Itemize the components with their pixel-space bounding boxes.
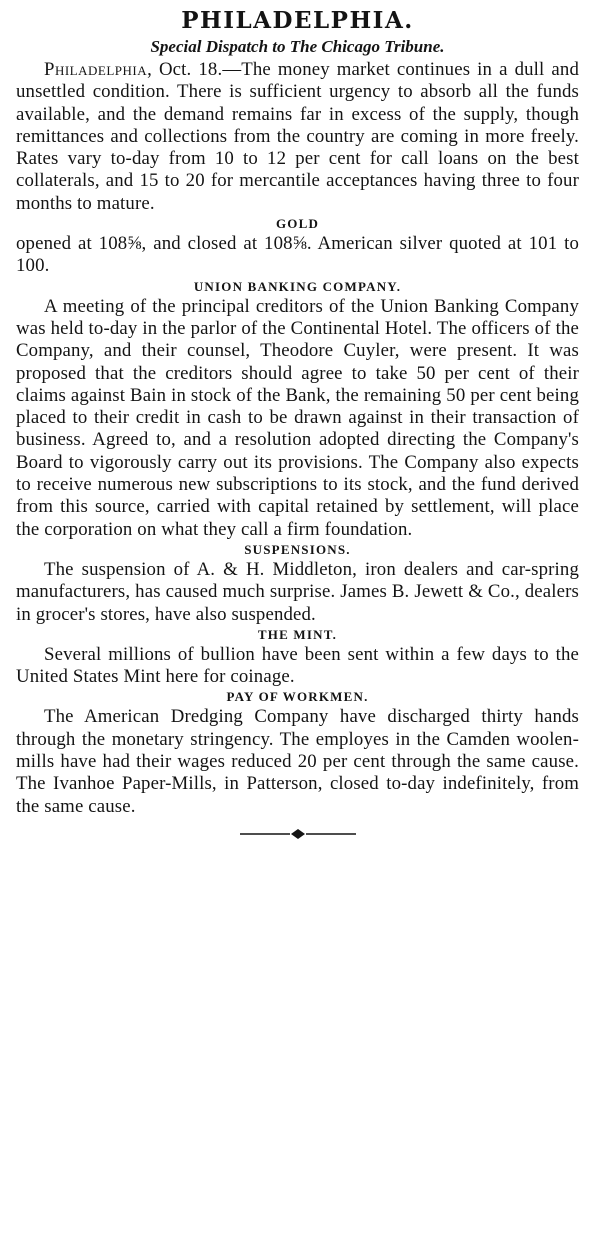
lead-text: , Oct. 18.—The money market continues in a dull and unsettled condition. There is sufficient urgency to absorb all the funds available, and the demand remains far in excess of the supply, though remittances and collections from the country are coming in more freely. Rates vary to-day from 10 to 12 per cent for call loans on the best collaterals, and 15 to 20 for mercantile acceptances having three to four months to mature. bbox=[16, 59, 579, 214]
suspensions-paragraph: The suspension of A. & H. Middleton, iron dealers and car-spring manufacturers, has caused much surprise. James B. Jewett & Co., dealers in grocer's stores, have also suspended. bbox=[16, 558, 579, 625]
end-ornament-rule bbox=[238, 828, 358, 840]
subhead-suspensions: SUSPENSIONS. bbox=[244, 541, 351, 557]
subhead-gold: GOLD bbox=[275, 216, 320, 232]
union-banking-paragraph: A meeting of the principal creditors of the Union Banking Company was held to-day in the parlor of the Continental Hotel. The officers of the Company, and their counsel, Theodore Cuyler, were present. It was proposed that the creditors should agree to take 50 per cent of their claims against Bain in stock of the Bank, the remaining 50 per cent being placed to their credit in cash to be drawn against in their transaction of business. Agreed to, and a resolution adopted directing the Company's Board to vigorously carry out its provisions. The Company also expects to receive numerous new subscriptions to its stock, and the fund derived from this source, carried with capital retained by settlement, will place the corporation on what they call a firm foundation. bbox=[16, 295, 579, 540]
subhead-mint: THE MINT. bbox=[257, 626, 338, 642]
lead-paragraph bbox=[16, 59, 579, 215]
lead-city: Philadelphia bbox=[44, 59, 148, 80]
newspaper-article bbox=[16, 6, 579, 840]
gold-paragraph: opened at 108⅝, and closed at 108⅝. American silver quoted at 101 to 100. bbox=[16, 233, 579, 277]
headline: PHILADELPHIA. bbox=[181, 7, 414, 34]
mint-paragraph: Several millions of bullion have been sent within a few days to the United States Mint here for coinage. bbox=[16, 643, 579, 688]
dateline: Special Dispatch to The Chicago Tribune. bbox=[150, 37, 445, 56]
subhead-pay-of-workmen: PAY OF WORKMEN. bbox=[226, 689, 369, 705]
pay-of-workmen-paragraph: The American Dredging Company have discharged thirty hands through the monetary stringency. The employes in the Camden woolen-mills have had their wages reduced 20 per cent through the same cause. The Ivanhoe Paper-Mills, in Patterson, closed to-day indefinitely, from the same cause. bbox=[16, 706, 579, 817]
subhead-union-banking: UNION BANKING COMPANY. bbox=[193, 278, 402, 294]
